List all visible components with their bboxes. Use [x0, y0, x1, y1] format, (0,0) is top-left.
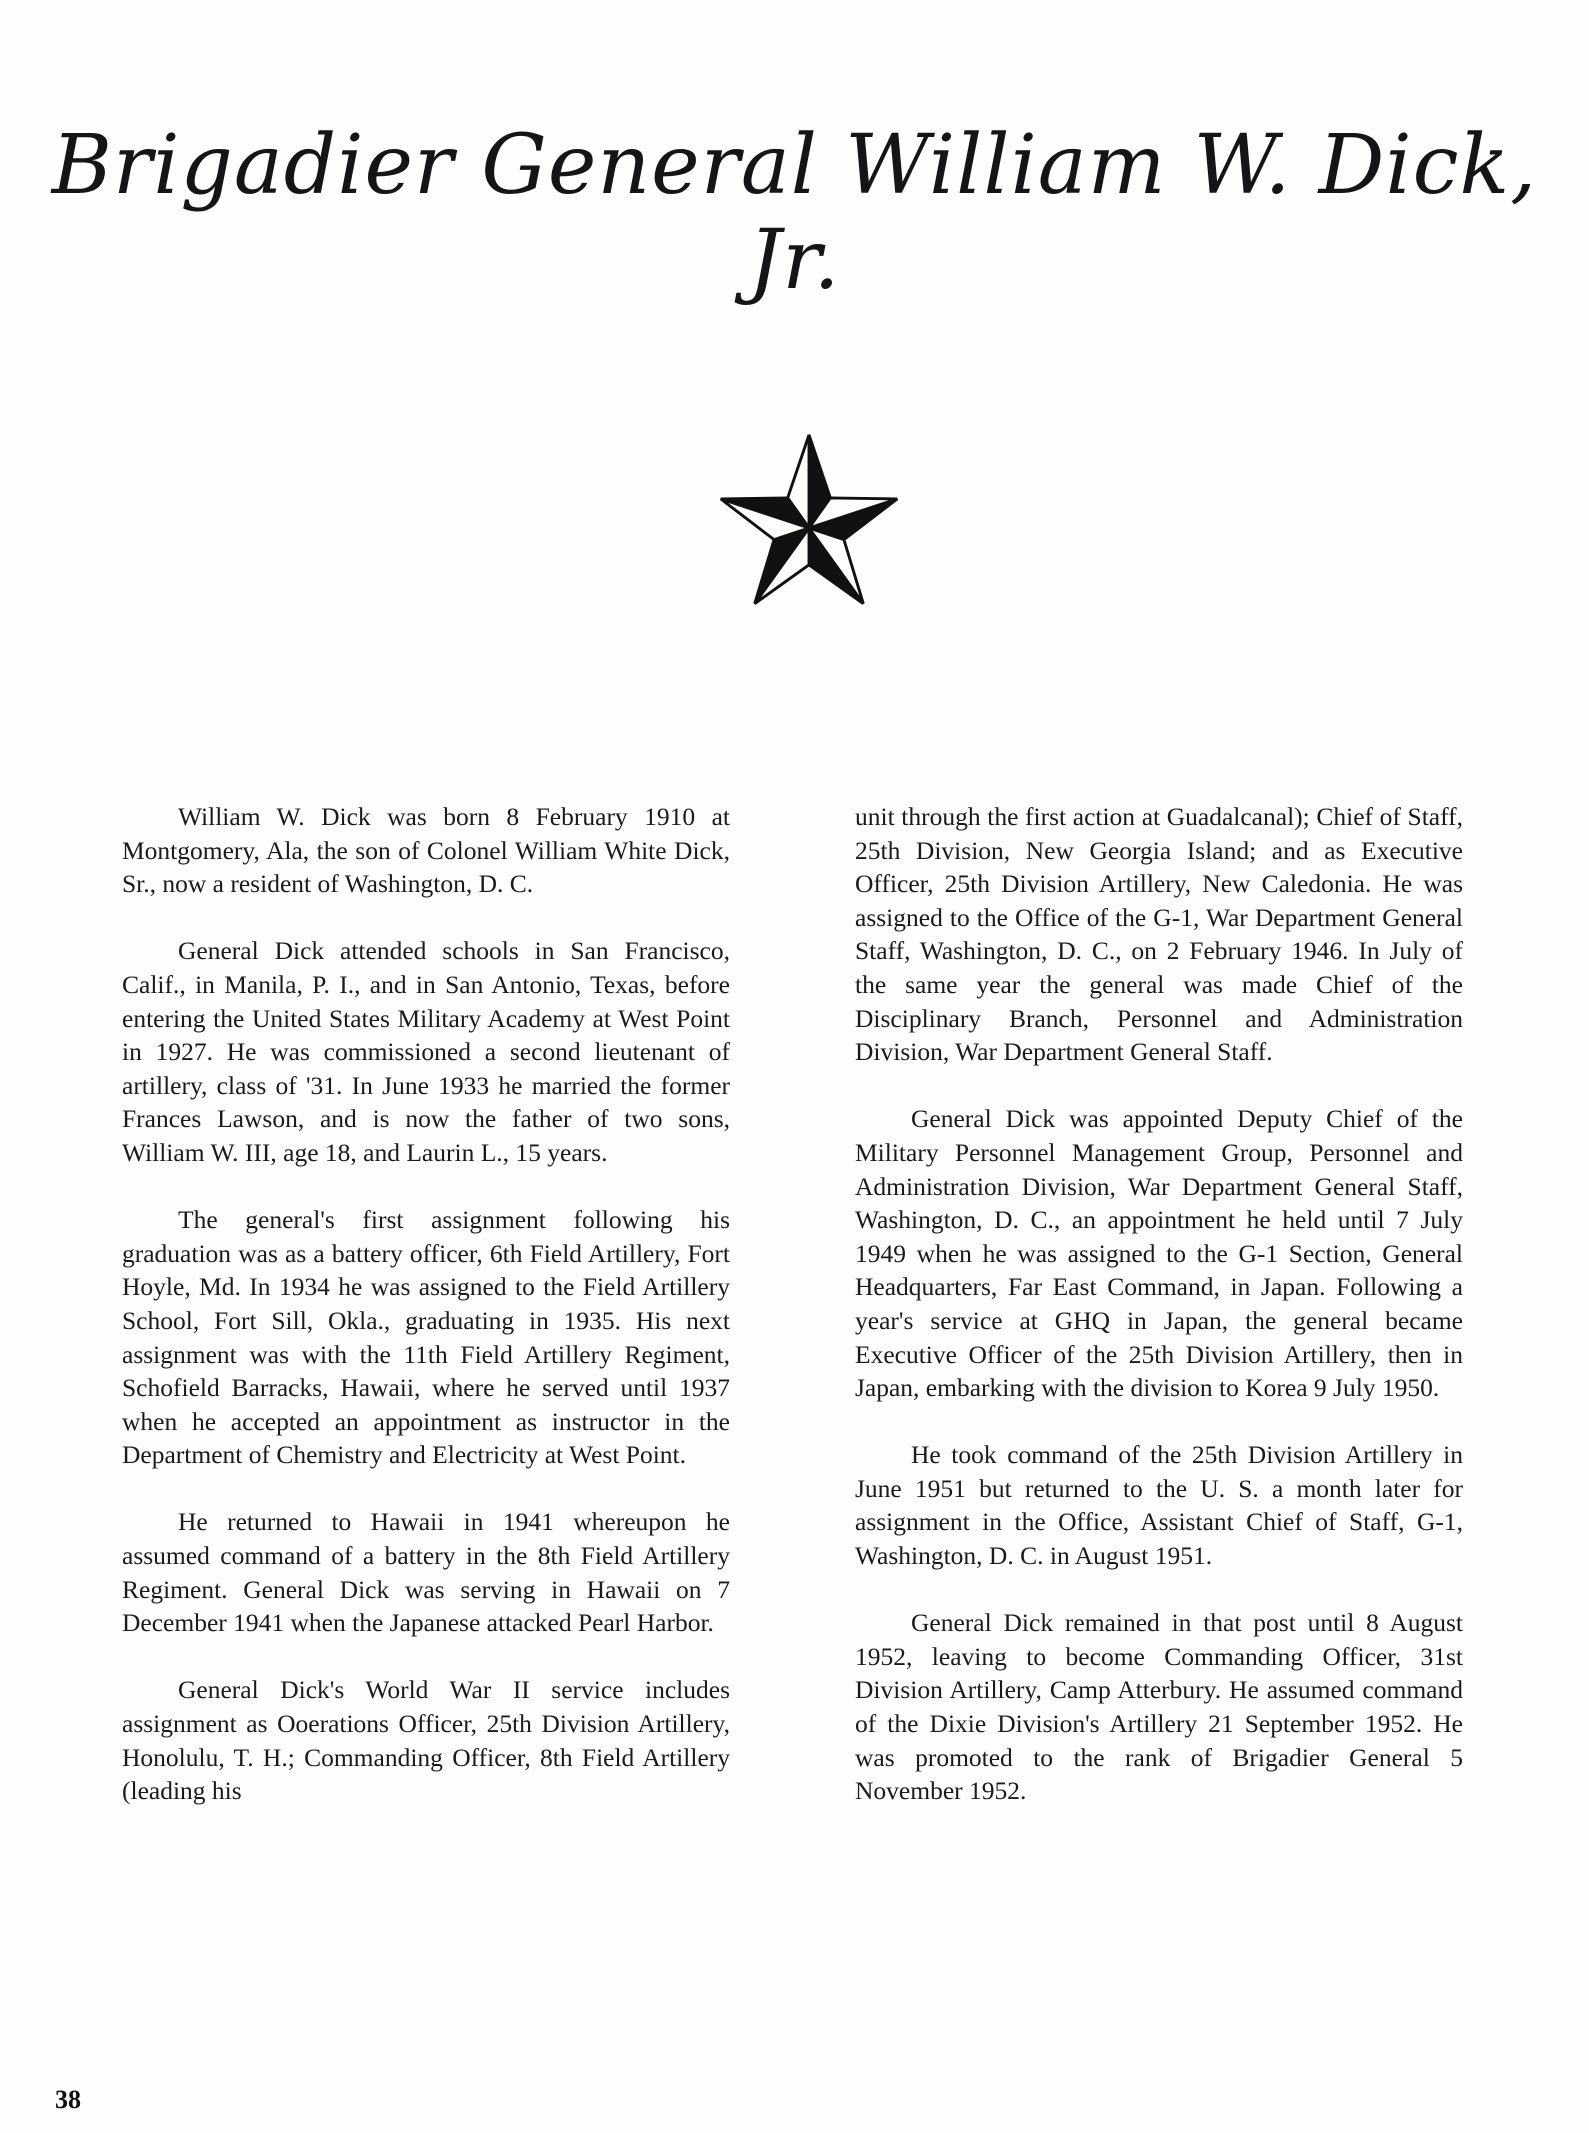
paragraph: He took command of the 25th Division Artillery in June 1951 but returned to the U. S. a month later for assignment in the Office, Assistant Chief of Staff, G-1, Washington, D. C. in August 1951. [855, 1440, 1463, 1571]
paragraph: General Dick was appointed Deputy Chief of the Military Personnel Management Group, Personnel and Administration Division, War Department General Staff, Washington, D. C., an appointment he held until 7 July 1949 when he was assigned to the G-1 Section, General Headquarters, Far East Command, in Japan. Following a year's service at GHQ in Japan, the general became Executive Officer of the 25th Division Artillery, then in Japan, embarking with the division to Korea 9 July 1950. [855, 1104, 1463, 1403]
left-column [122, 800, 730, 1841]
page-number: 38 [55, 2085, 81, 2114]
paragraph: General Dick's World War II service includes assignment as Ooerations Officer, 25th Division Artillery, Honolulu, T. H.; Commanding Officer, 8th Field Artillery (leading his [122, 1675, 730, 1806]
star-icon [712, 430, 906, 626]
paragraph: William W. Dick was born 8 February 1910 at Montgomery, Ala, the son of Colonel William White Dick, Sr., now a resident of Washington, D. C. [122, 802, 730, 899]
paragraph: The general's first assignment following his graduation was as a battery officer, 6th Field Artillery, Fort Hoyle, Md. In 1934 he was assigned to the Field Artillery School, Fort Sill, Okla., graduating in 1935. His next assignment was with the 11th Field Artillery Regiment, Schofield Barracks, Hawaii, where he served until 1937 when he accepted an appointment as instructor in the Department of Chemistry and Electricity at West Point. [122, 1205, 730, 1470]
paragraph: General Dick attended schools in San Francisco, Calif., in Manila, P. I., and in San Antonio, Texas, before entering the United States Military Academy at West Point in 1927. He was commissioned a second lieutenant of artillery, class of '31. In June 1933 he married the former Frances Lawson, and is now the father of two sons, William W. III, age 18, and Laurin L., 15 years. [122, 936, 730, 1167]
right-column [855, 800, 1463, 1841]
paragraph: He returned to Hawaii in 1941 whereupon he assumed command of a battery in the 8th Field Artillery Regiment. General Dick was serving in Hawaii on 7 December 1941 when the Japanese attacked Pearl Harbor. [122, 1507, 730, 1638]
paragraph: General Dick remained in that post until 8 August 1952, leaving to become Commanding Officer, 31st Division Artillery, Camp Atterbury. He assumed command of the Dixie Division's Artillery 21 September 1952. He was promoted to the rank of Brigadier General 5 November 1952. [855, 1608, 1463, 1806]
page-title: Brigadier General William W. Dick, Jr. [51, 118, 1538, 308]
paragraph: unit through the first action at Guadalcanal); Chief of Staff, 25th Division, New Georgia Island; and as Executive Officer, 25th Division Artillery, New Caledonia. He was assigned to the Office of the G-1, War Department General Staff, Washington, D. C., on 2 February 1946. In July of the same year the general was made Chief of the Disciplinary Branch, Personnel and Administration Division, War Department General Staff. [855, 802, 1463, 1067]
